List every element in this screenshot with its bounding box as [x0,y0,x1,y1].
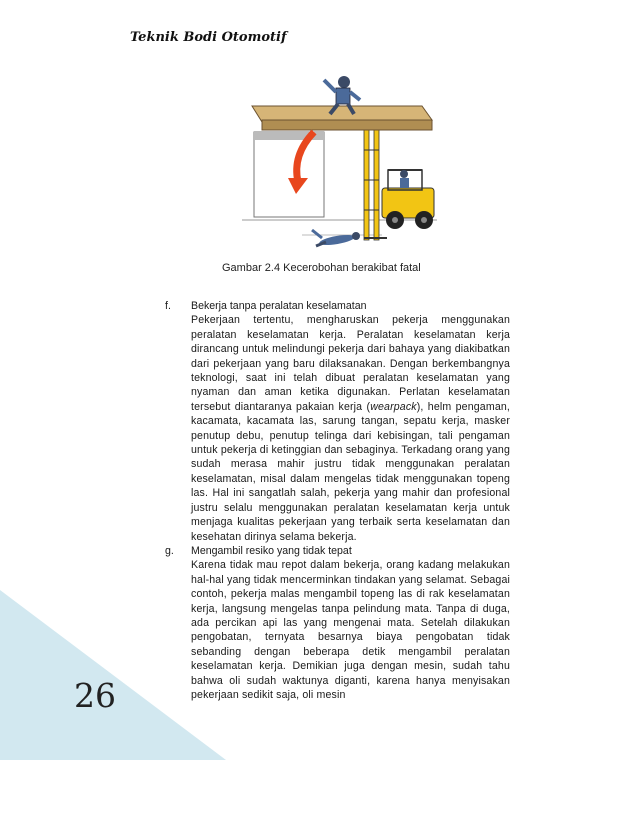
forklift-accident-illustration [232,70,442,250]
page-number: 26 [74,676,116,715]
list-marker: g. [165,544,174,557]
item-paragraph: Karena tidak mau repot dalam bekerja, orang kadang melakukan hal-hal yang tidak mencerminkan tindakan yang selamat. Sebagai contoh, pekerja malas mengambil topeng las di rak keselamatan kerja, langsung mengelas tanpa pelindung mata. Tanpa di duga, ada percikan api las yang mengenai mata. Setelah dilakukan pengobatan, ternyata besarnya biaya pengobatan tidak sebanding dengan beberapa detik mengambil peralatan keselamatan kerja. Demikian juga dengan mesin, sudah tahu bahwa oli sudah waktunya diganti, karena hanya menyisakan pekerjaan sedikit saja, oli mesin [191,559,510,701]
item-heading: Bekerja tanpa peralatan keselamatan [191,300,367,312]
list-item [155,299,510,544]
item-heading: Mengambil resiko yang tidak tepat [191,544,352,557]
list-marker: f. [165,300,171,312]
figure-caption: Gambar 2.4 Kecerobohan berakibat fatal [222,262,421,274]
item-paragraph: Pekerjaan tertentu, mengharuskan pekerja menggunakan peralatan keselamatan kerja. Peralatan keselamatan kerja dirancang untuk melindungi pekerja dari bahaya yang diakibatkan dari pekerjaan yang baru dilaksanakan. Dengan berkembangnya teknologi, saat ini telah dibuat peralatan keselamatan yang nyaman dan aman ketika digunakan. Perlatan keselamatan tersebut diantaranya pakaian kerja (wearpack), helm pengaman, kacamata, kacamata las, sarung tangan, sepatu kerja, masker penutup debu, penutup telinga dari kebisingan, tali pengaman untuk pekerja di ketinggian dan sebaginya. Terkadang orang yang sudah merasa mahir justru tidak menggunakan peralatan keselamatan, misal dalam mengelas tidak menggunakan topeng las. Hal ini sangatlah salah, pekerja yang mahir dan profesional justru selalu menggunakan peralatan keselamatan kerja untuk menjaga kualitas pekerjaan yang terbaik serta keselamatan dan kesehatan dirinya selama bekerja. [191,314,510,543]
running-header: Teknik Bodi Otomotif [130,30,287,45]
page-corner-decoration [0,590,226,760]
